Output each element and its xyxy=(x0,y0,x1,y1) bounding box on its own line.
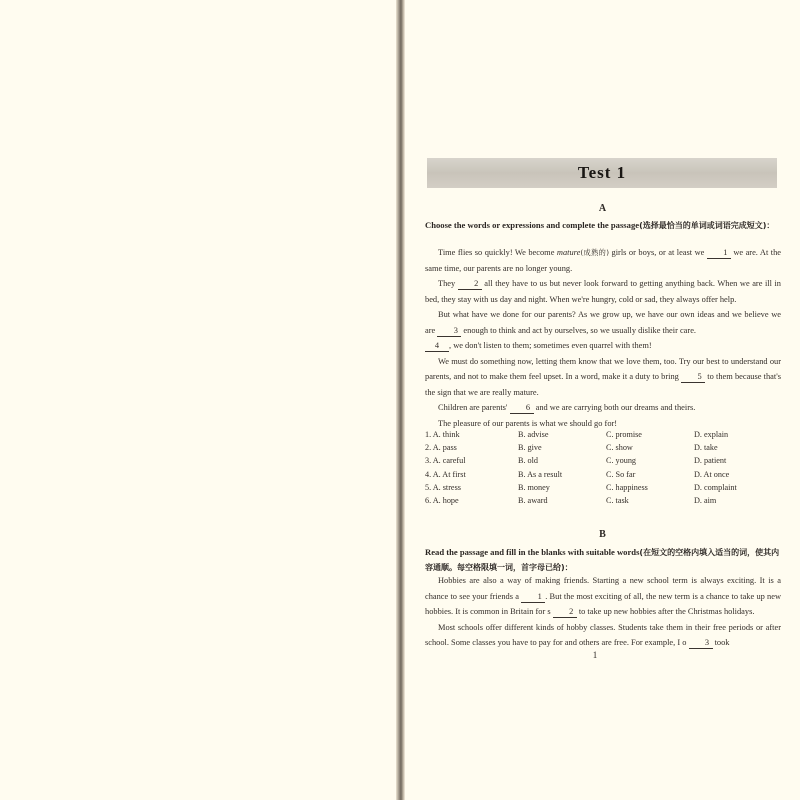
passage-b-paragraph-2: Most schools offer different kinds of hobby classes. Students take them in their free periods or after school. Some classes you have to pay for and others are free. For example, I o 3 took xyxy=(425,622,781,647)
option-row-5 xyxy=(425,483,781,496)
section-b-instruction-en: Read the passage and fill in the blanks with suitable words xyxy=(425,547,640,557)
option-row-4 xyxy=(425,470,781,483)
section-b-letter: B xyxy=(599,529,606,540)
right-page xyxy=(405,0,800,800)
passage-a-paragraph-2: They 2 all they have to us but never look forward to getting anything back. When we are ill in bed, they stay with us day and night. When we're hungry, cold or sad, they always offer help. xyxy=(425,279,781,304)
option-5d[interactable]: D. complaint xyxy=(694,482,737,492)
option-3d[interactable]: D. patient xyxy=(694,456,727,466)
option-1a[interactable]: 1. A. think xyxy=(425,430,460,439)
option-3a[interactable]: 3. A. careful xyxy=(425,456,466,466)
option-4a[interactable]: 4. A. At first xyxy=(425,469,466,479)
initial-letter-1: a xyxy=(515,591,519,601)
blank-b-1[interactable]: 1 xyxy=(521,591,545,603)
test-title-banner xyxy=(427,158,777,188)
option-3b[interactable]: B. old xyxy=(518,456,539,466)
option-6c[interactable]: C. task xyxy=(606,495,629,505)
blank-a-2[interactable]: 2 xyxy=(458,278,482,290)
blank-b-2[interactable]: 2 xyxy=(553,606,577,618)
passage-a-paragraph-4: We must do something now, letting them know that we love them, too. Try our best to understand our parents, and not to make them feel upset. In a word, make it a duty to bring 5 to them because that's the sign that we are really mature. xyxy=(425,356,781,397)
initial-letter-3: o xyxy=(682,638,687,647)
blank-a-1[interactable]: 1 xyxy=(707,247,731,259)
option-6b[interactable]: B. award xyxy=(518,495,548,505)
blank-b-3[interactable]: 3 xyxy=(689,637,713,649)
option-5b[interactable]: B. money xyxy=(518,482,550,492)
option-row-2 xyxy=(425,443,781,456)
page-number: 1 xyxy=(592,650,598,660)
gloss-mature: (成熟的) xyxy=(580,248,610,257)
option-2c[interactable]: C. show xyxy=(606,443,633,453)
option-2d[interactable]: D. take xyxy=(694,443,718,453)
option-1d[interactable]: D. explain xyxy=(694,430,729,439)
option-4d[interactable]: D. At once xyxy=(694,469,730,479)
option-2b[interactable]: B. give xyxy=(518,443,542,453)
book-spine xyxy=(396,0,405,800)
passage-a-paragraph-6: The pleasure of our parents is what we should go for! xyxy=(438,418,618,428)
section-b-instruction-cn: (在短文的空格内填入适当的词，使其内容通顺。每空格限填一词，首字母已给)： xyxy=(425,548,780,572)
option-4c[interactable]: C. So far xyxy=(606,469,636,479)
word-mature: mature xyxy=(556,248,581,257)
option-row-6 xyxy=(425,496,781,509)
passage-a-paragraph-3b: 4 , we don't listen to them; sometimes even quarrel with them! xyxy=(425,338,781,354)
passage-b-paragraph-1: Hobbies are also a way of making friends. Starting a new school term is always exciting. It is a chance to see your friends a 1 . But the most exciting of all, the new term is a chance to take up new hobbies. It is common in Britain for s 2 to take up new hobbies after the Christmas holidays. xyxy=(425,576,782,616)
option-4b[interactable]: B. As a result xyxy=(518,469,563,479)
option-5a[interactable]: 5. A. stress xyxy=(425,482,461,492)
left-page-blank xyxy=(0,0,397,800)
option-5c[interactable]: C. happiness xyxy=(606,482,648,492)
option-row-3 xyxy=(425,456,781,469)
options-table xyxy=(425,430,781,509)
section-a-passage xyxy=(425,245,781,431)
blank-a-4[interactable]: 4 xyxy=(425,340,449,352)
option-3c[interactable]: C. young xyxy=(606,456,637,466)
section-a-instruction-cn: (选择最恰当的单词或词语完成短文)： xyxy=(639,221,775,230)
test-title: Test 1 xyxy=(577,163,627,182)
blank-a-3[interactable]: 3 xyxy=(437,325,461,337)
option-row-1 xyxy=(425,430,781,443)
section-b-passage xyxy=(425,573,781,651)
passage-a-paragraph-1: Time flies so quickly! We become mature(成熟的) girls or boys, or at least we 1 we are. At the same time, our parents are no longer young. xyxy=(425,248,782,273)
initial-letter-2: s xyxy=(547,607,551,616)
section-a-instruction xyxy=(425,218,781,233)
blank-a-6[interactable]: 6 xyxy=(510,402,534,414)
option-1c[interactable]: C. promise xyxy=(606,430,642,439)
section-b-instruction xyxy=(425,545,781,575)
option-6d[interactable]: D. aim xyxy=(694,495,717,505)
passage-a-paragraph-3: But what have we done for our parents? As we grow up, we have our own ideas and we believe we are 3 enough to think and act by ourselves, so we usually dislike their care. xyxy=(425,310,781,335)
section-a-instruction-en: Choose the words or expressions and complete the passage xyxy=(425,220,640,230)
option-6a[interactable]: 6. A. hope xyxy=(425,495,459,505)
option-2a[interactable]: 2. A. pass xyxy=(425,443,457,453)
blank-a-5[interactable]: 5 xyxy=(681,371,705,383)
option-1b[interactable]: B. advise xyxy=(518,430,549,439)
passage-a-paragraph-5: Children are parents' 6 and we are carrying both our dreams and theirs. xyxy=(438,403,696,412)
section-a-letter: A xyxy=(598,203,607,214)
